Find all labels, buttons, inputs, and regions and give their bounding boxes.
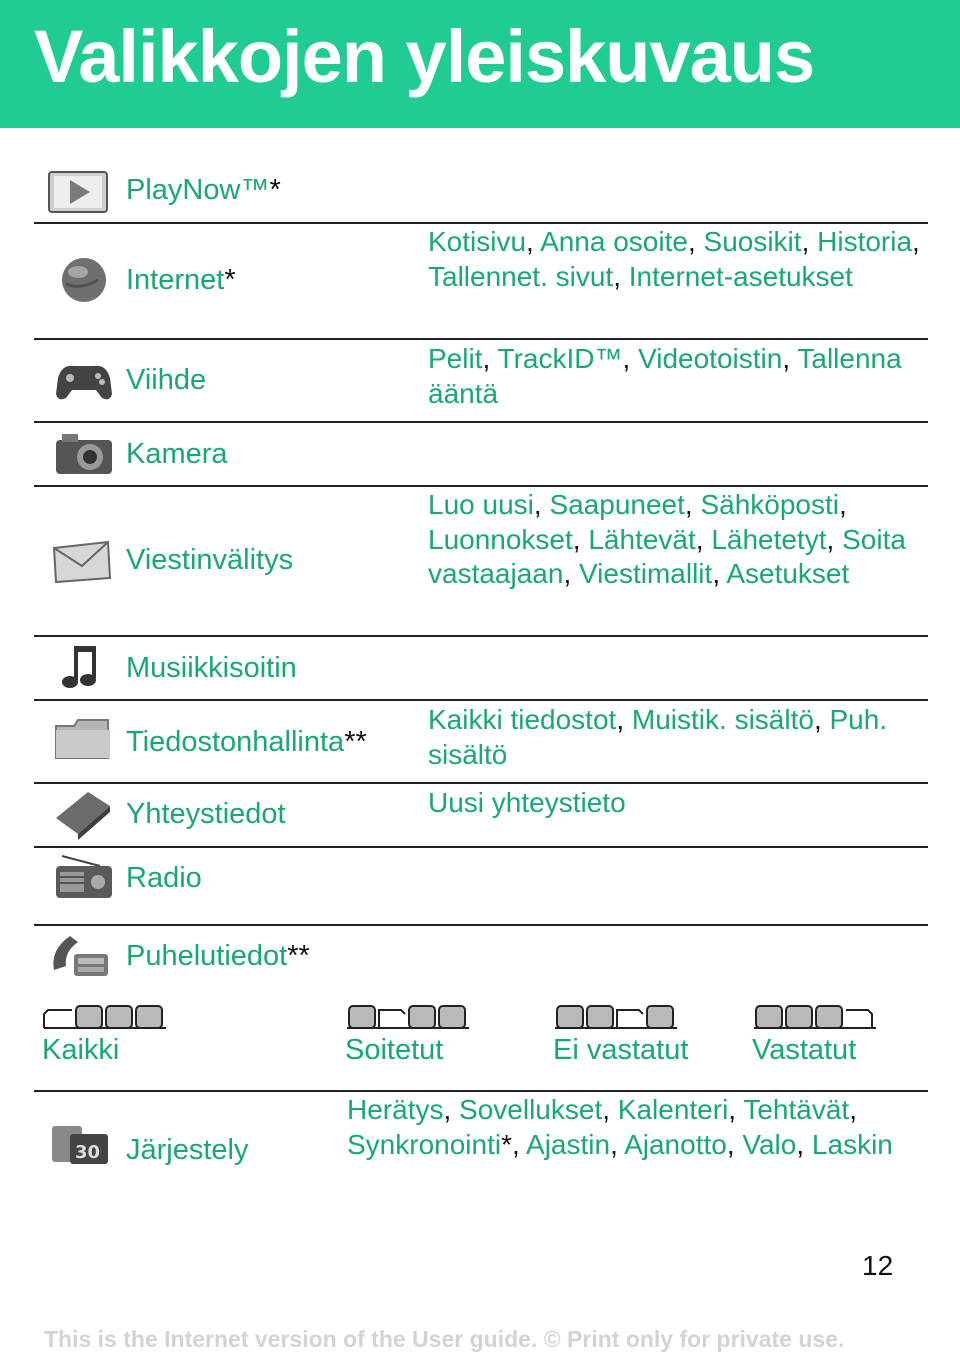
submenu-item[interactable]: Viestimallit, — [579, 558, 721, 589]
organizer-icon — [48, 1120, 112, 1172]
submenu-item[interactable]: Tallenna ääntä — [428, 343, 902, 409]
tab-received-icon — [752, 1000, 878, 1030]
menu-item-label: Viihde — [126, 364, 207, 396]
menu-item-tiedostonhallinta[interactable] — [126, 726, 367, 759]
divider — [34, 635, 928, 637]
submenu-tiedostonhallinta — [428, 703, 938, 772]
globe-icon — [52, 254, 116, 306]
submenu-item[interactable]: Pelit, — [428, 343, 491, 374]
submenu-viihde — [428, 342, 938, 411]
footnote-mark: * — [224, 264, 236, 296]
footnote-mark: * — [269, 174, 281, 206]
menu-item-label: Yhteystiedot — [126, 798, 286, 830]
page-title: Valikkojen yleiskuvaus — [34, 15, 815, 98]
menu-item-label: Musiikkisoitin — [126, 652, 297, 684]
submenu-item[interactable]: Puh. sisältö — [428, 704, 888, 770]
tab-missed-icon — [553, 1000, 679, 1030]
tab-all[interactable]: Kaikki — [42, 1034, 120, 1066]
footer-notice: This is the Internet version of the User guide. © Print only for private use. — [44, 1326, 845, 1352]
tab-dialled-icon — [345, 1000, 471, 1030]
submenu-item[interactable]: Soita vastaajaan, — [428, 523, 906, 589]
submenu-item[interactable]: Kaikki tiedostot, — [428, 704, 625, 735]
music-note-icon — [52, 642, 116, 694]
menu-item-viestinvalitys[interactable] — [126, 544, 293, 577]
submenu-item[interactable]: Laskin — [811, 1128, 893, 1160]
divider — [34, 699, 928, 701]
menu-item-label: Tiedostonhallinta — [126, 726, 345, 758]
divider — [34, 338, 928, 340]
menu-item-radio[interactable] — [126, 862, 202, 895]
submenu-item[interactable]: Synkronointi*, — [347, 1128, 520, 1160]
submenu-item[interactable]: Suosikit, — [703, 226, 810, 257]
submenu-viestinvalitys — [428, 488, 938, 592]
divider — [34, 421, 928, 423]
submenu-item[interactable]: Saapuneet, — [549, 489, 693, 520]
submenu-item[interactable]: Lähtevät, — [588, 523, 704, 555]
submenu-item[interactable]: Ajastin, — [526, 1128, 618, 1160]
submenu-item[interactable]: Luo uusi, — [428, 489, 542, 520]
menu-item-jarjestely[interactable] — [126, 1134, 249, 1167]
submenu-jarjestely — [347, 1093, 932, 1162]
tab-all-icon — [42, 1000, 168, 1030]
submenu-item[interactable]: Kotisivu, — [428, 226, 534, 257]
divider — [34, 485, 928, 487]
submenu-item[interactable]: Videotoistin, — [638, 343, 791, 374]
submenu-item[interactable]: Valo, — [742, 1128, 805, 1160]
tab-received[interactable]: Vastatut — [752, 1034, 857, 1066]
submenu-item[interactable]: Historia, — [817, 226, 920, 257]
submenu-item[interactable]: Internet-asetukset — [628, 260, 853, 292]
playnow-icon — [46, 166, 110, 218]
submenu-item[interactable]: Uusi yhteystieto — [428, 787, 626, 818]
menu-item-label: Internet — [126, 264, 225, 296]
radio-icon — [52, 852, 116, 904]
menu-item-label: Kamera — [126, 438, 228, 470]
svg-text:30: 30 — [75, 1142, 101, 1163]
menu-item-yhteystiedot[interactable] — [126, 798, 286, 831]
contacts-book-icon — [52, 788, 116, 840]
submenu-item[interactable]: Sovellukset, — [459, 1094, 610, 1125]
tab-missed[interactable]: Ei vastatut — [553, 1034, 689, 1066]
divider — [34, 924, 928, 926]
tab-dialled[interactable]: Soitetut — [345, 1034, 444, 1066]
submenu-item[interactable]: Ajanotto, — [624, 1128, 735, 1160]
page-header — [0, 0, 960, 128]
menu-item-viihde[interactable] — [126, 364, 206, 397]
menu-item-kamera[interactable] — [126, 438, 228, 471]
submenu-item[interactable]: Sähköposti, — [700, 489, 847, 520]
call-log-icon — [48, 930, 112, 982]
submenu-item[interactable]: Kalenteri, — [617, 1094, 737, 1125]
submenu-item[interactable]: Asetukset — [726, 558, 850, 589]
menu-item-internet[interactable] — [126, 264, 236, 297]
submenu-internet — [428, 225, 938, 294]
divider — [34, 1090, 928, 1092]
divider — [34, 782, 928, 784]
footnote-mark: ** — [287, 940, 310, 972]
footnote-mark: ** — [344, 726, 367, 758]
submenu-item[interactable]: Lähetetyt, — [711, 523, 835, 555]
page-number: 12 — [862, 1250, 894, 1281]
menu-item-label: Radio — [126, 862, 202, 894]
submenu-item[interactable]: TrackID™, — [497, 343, 631, 374]
menu-item-playnow[interactable] — [126, 174, 281, 207]
submenu-item[interactable]: Tehtävät, — [743, 1094, 857, 1125]
folder-icon — [52, 714, 116, 766]
menu-item-label: Viestinvälitys — [126, 544, 294, 576]
divider — [34, 222, 928, 224]
divider — [34, 846, 928, 848]
submenu-item[interactable]: Anna osoite, — [540, 226, 696, 257]
submenu-item[interactable]: Muistik. sisältö, — [631, 704, 822, 735]
envelope-icon — [50, 536, 114, 588]
menu-item-puhelutiedot[interactable] — [126, 940, 310, 973]
menu-item-label: Järjestely — [126, 1134, 249, 1166]
submenu-item[interactable]: Herätys, — [347, 1094, 452, 1125]
camera-icon — [52, 428, 116, 480]
submenu-item[interactable]: Tallennet. sivut, — [428, 260, 621, 292]
gamepad-icon — [52, 356, 116, 408]
submenu-item[interactable]: Luonnokset, — [428, 523, 581, 555]
menu-item-label: PlayNow™ — [126, 174, 270, 206]
menu-item-musiikkisoitin[interactable] — [126, 652, 297, 685]
submenu-yhteystiedot — [428, 786, 938, 821]
menu-item-label: Puhelutiedot — [126, 940, 288, 972]
